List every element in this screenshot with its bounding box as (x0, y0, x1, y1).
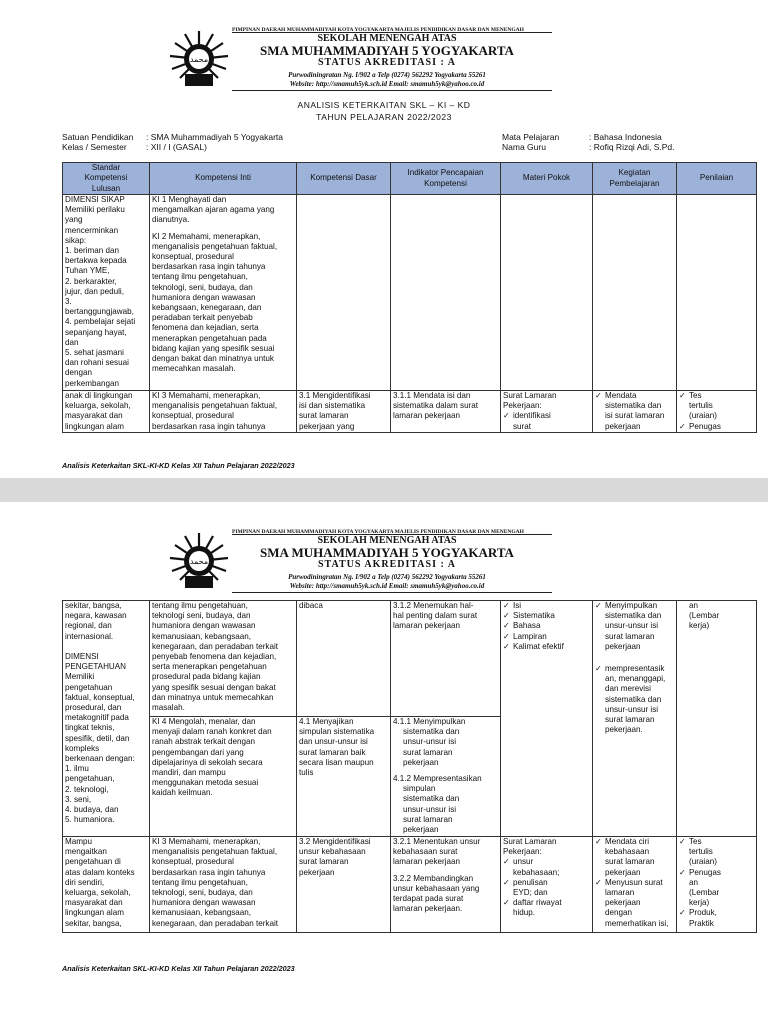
text-line: 3.1.2 Menemukan hal- (393, 601, 474, 610)
text-line: menggunakan metoda sesuai (152, 778, 259, 788)
ki-cell (150, 391, 297, 433)
text-line: Praktik (689, 918, 714, 928)
text-line: sikap: (65, 235, 87, 245)
kd-cell (297, 391, 391, 433)
header-indikator (391, 163, 501, 195)
materi-cell (501, 601, 593, 837)
letterhead-contact: Website: http://smamuh5yk.sch.id Email: smamuh5yk@yahoo.co.id (289, 582, 485, 590)
text-line: pengembangan dari yang (152, 747, 244, 757)
text-line: menganalisis pengetahuan faktual, (152, 401, 278, 411)
letterhead (0, 0, 768, 95)
text-line: kerja) (689, 621, 710, 631)
text-line: teknologi, seni, budaya, dan (152, 282, 253, 292)
text-line: menganalisis pengetahuan faktual, (152, 847, 278, 857)
text-line: pekerjaan. (605, 725, 643, 735)
text-line: 3.1.1 Mendata isi dan (393, 391, 471, 400)
text-line: lingkungan alam (65, 908, 124, 918)
penilaian-cell (677, 195, 757, 391)
text-line: lamaran pekerjaan (393, 621, 461, 631)
ki-cell (150, 837, 297, 933)
letterhead-rule (232, 32, 552, 33)
mapel-label: Mata Pelajaran (502, 132, 560, 142)
page-footer: Analisis Keterkaitan SKL-KI-KD Kelas XII Tahun Pelajaran 2022/2023 (62, 461, 295, 470)
text-line: dan (65, 337, 79, 347)
text-line: dianutnya. (152, 215, 190, 225)
text-line: unsur-unsur isi (605, 704, 659, 714)
text-line: konseptual, prosedural (152, 411, 234, 421)
text-line: KI 3 Memahami, menerapkan, (152, 391, 261, 400)
letterhead-rule (232, 592, 552, 593)
text-line: lamaran pekerjaan. (393, 904, 463, 914)
letterhead-rule (232, 90, 552, 91)
text-line: kebahasaan (605, 847, 650, 857)
indikator-cell (391, 601, 501, 717)
text-line: 2. berkarakter, (65, 276, 117, 286)
text-line: menerapkan pengetahuan pada (152, 333, 267, 343)
text-line: dan unsur-unsur isi (299, 737, 368, 747)
page-gap (0, 478, 768, 502)
text-line: an (689, 877, 699, 887)
indikator-cell (391, 837, 501, 933)
materi-cell (501, 195, 593, 391)
table-row (63, 391, 757, 433)
table-row (63, 195, 757, 391)
analysis-table-page-2 (62, 600, 757, 933)
text-line: pengetahuan, (65, 774, 115, 784)
kegiatan-cell (593, 391, 677, 433)
text-line: surat lamaran (299, 411, 349, 421)
text-line: simpulan sistematika (299, 727, 375, 737)
analysis-table-page-1 (62, 162, 757, 433)
text-line: 3. seni, (65, 794, 92, 804)
kd-cell (297, 837, 391, 933)
text-line: an, menanggapi, (605, 674, 666, 684)
ki-cell (150, 195, 297, 391)
muhammadiyah-logo-icon (168, 30, 230, 88)
text-line: kerja) (689, 898, 710, 908)
indikator-cell (391, 391, 501, 433)
letterhead-school-level: SEKOLAH MENENGAH ATAS (317, 535, 457, 546)
text-line: berdasarkan rasa ingin tahunya (152, 262, 266, 272)
text-line: Lulusan (91, 183, 121, 193)
text-line: Pembelajaran (609, 178, 660, 188)
text-line: konseptual, prosedural (152, 252, 234, 262)
text-line: fenomena dan kejadian, serta (152, 323, 259, 333)
text-line: 3.2.2 Membandingkan (393, 873, 474, 883)
guru-label: Nama Guru (502, 142, 546, 152)
text-line: 3.2.1 Menentukan unsur (393, 837, 481, 846)
kelas-value: : XII / I (GASAL) (146, 142, 207, 152)
text-line: ✓ mempresentasik (605, 664, 665, 674)
checkmark-item: ✓ Menyimpulkan (595, 601, 674, 611)
text-line: humaniora dengan wawasan (152, 292, 256, 302)
text-line: menganalisis pengetahuan faktual, (152, 241, 278, 251)
checkmark-item: ✓ Penugas (679, 868, 754, 878)
text-line: lingkungan alam (65, 421, 124, 431)
text-line: 4.1 Menyajikan (299, 717, 354, 726)
text-line: sekitar, bangsa, (65, 918, 122, 928)
text-line: KI 2 Memahami, menerapkan, (152, 231, 261, 241)
indikator-cell (391, 717, 501, 837)
skl-cell (63, 837, 150, 933)
text-line: unsur-unsur isi (403, 737, 457, 747)
checkmark-item: ✓ identifikasi (503, 411, 590, 421)
text-line: sistematika dalam surat (393, 401, 479, 411)
text-line: memerhatikan isi, (605, 918, 669, 928)
text-line: Kompetensi (424, 178, 467, 188)
checkmark-item: ✓ Bahasa (503, 621, 590, 631)
text-line: tertulis (689, 847, 713, 857)
text-line: mengamalkan ajaran agama yang (152, 205, 275, 215)
text-line: pekerjaan (605, 867, 641, 877)
text-line: Mampu (65, 837, 92, 846)
ki-cell (150, 717, 297, 837)
text-line: sistematika dan (605, 401, 662, 411)
text-line: unsur-unsur isi (403, 804, 457, 814)
text-line: dan rohani sesuai (65, 358, 129, 368)
satuan-value: : SMA Muhammadiyah 5 Yogyakarta (146, 132, 284, 142)
text-line: 5. sehat jasmani (65, 348, 124, 358)
text-line: sistematika dan (605, 611, 662, 621)
text-line: berdasarkan rasa ingin tahunya (152, 867, 266, 877)
text-line: 4.1.1 Menyimpulkan (393, 717, 466, 726)
text-line: pengetahuan (65, 682, 113, 692)
text-line: Memiliki (65, 672, 95, 682)
text-line: jujur, dan peduli, (65, 286, 124, 296)
text-line: surat lamaran (605, 857, 655, 867)
text-line: dengan (605, 908, 633, 918)
page-footer: Analisis Keterkaitan SKL-KI-KD Kelas XII Tahun Pelajaran 2022/2023 (62, 964, 295, 973)
text-line: tentang ilmu pengetahuan, (152, 877, 248, 887)
text-line: teknologi, seni, budaya, dan (152, 888, 253, 898)
penilaian-cell (677, 601, 757, 837)
text-line: dipelajarinya di sekolah secara (152, 757, 263, 767)
text-line: kemanusiaan, kebangsaan, (152, 631, 251, 641)
text-line: perkembangan (65, 378, 119, 388)
text-line: surat lamaran baik (299, 747, 366, 757)
text-line: yang (65, 215, 83, 225)
text-line: yang spesifik sesuai dengan bakat (152, 682, 276, 692)
text-line: tertulis (689, 401, 713, 411)
checkmark-item: ✓ Kalimat efektif (503, 642, 590, 652)
text-line: sekitar, bangsa, (65, 601, 122, 610)
checkmark-item: ✓ Mendata (595, 391, 674, 401)
text-line: dan minatnya untuk memecahkan (152, 692, 274, 702)
muhammadiyah-logo-icon (168, 532, 230, 590)
letterhead-organization: PIMPINAN DAERAH MUHAMMADIYAH KOTA YOGYAKARTA MAJELIS PENDIDIKAN DASAR DAN MENENGAH (232, 529, 524, 535)
checkmark-item: ✓ Menyusun surat (595, 878, 674, 888)
text-line: dibaca (299, 601, 323, 610)
kegiatan-cell (593, 601, 677, 837)
text-line: bidang kajian yang spesifik sesuai (152, 343, 275, 353)
list-item: surat (513, 421, 531, 431)
text-line: pekerjaan (605, 898, 641, 908)
penilaian-cell (677, 391, 757, 433)
text-line: unsur-unsur isi (605, 621, 659, 631)
kegiatan-cell (593, 195, 677, 391)
text-line: kebangsaan, kenegaraan, dan (152, 303, 262, 313)
text-line: tulis (299, 768, 314, 778)
text-line: unsur kebahasaan (299, 847, 366, 857)
header-kegiatan (593, 163, 677, 195)
skl-cell (63, 391, 150, 433)
kelas-label: Kelas / Semester (62, 142, 127, 152)
text-line: pekerjaan yang (299, 421, 355, 431)
text-line: kaidah keilmuan. (152, 788, 213, 798)
text-line: surat lamaran (605, 631, 655, 641)
text-line: faktual, konseptual, (65, 692, 135, 702)
text-line: memecahkan masalah. (152, 364, 236, 374)
text-line: pekerjaan (605, 641, 641, 651)
kd-cell (297, 717, 391, 837)
text-line: spesifik, detil, dan (65, 733, 130, 743)
table-row (63, 601, 757, 717)
text-line: Pekerjaan: (503, 847, 542, 857)
checkmark-item: ✓ daftar riwayat (503, 898, 590, 908)
text-line: Kegiatan (618, 168, 651, 178)
mapel-value: : Bahasa Indonesia (589, 132, 662, 142)
text-line: sistematika dan (403, 727, 460, 737)
ki-cell (150, 601, 297, 717)
text-line: kenegaraan, dan peradaban terkait (152, 918, 278, 928)
text-line: masyarakat dan (65, 411, 123, 421)
table-header-row (63, 163, 757, 195)
checkmark-item: ✓ Mendata ciri (595, 837, 674, 847)
text-line: (Lembar (689, 611, 720, 621)
document-year: TAHUN PELAJARAN 2022/2023 (316, 112, 452, 122)
document-title: ANALISIS KETERKAITAN SKL – KI – KD (297, 100, 471, 110)
text-line: tentang ilmu pengetahuan, (152, 272, 248, 282)
text-line: kemanusiaan, kebangsaan, (152, 908, 251, 918)
text-line: surat lamaran (299, 857, 349, 867)
letterhead-address: Purwodiningratan Ng. I/902 a Telp (0274) 562292 Yogyakarta 55261 (288, 573, 486, 581)
checkmark-item: ✓ Isi (503, 601, 590, 611)
text-line: sepanjang hayat, (65, 327, 127, 337)
text-line: pekerjaan (403, 825, 439, 835)
text-line: lamaran pekerjaan (393, 411, 461, 421)
text-line: Tuhan YME, (65, 266, 110, 276)
text-line: mandiri, dan mampu (152, 768, 226, 778)
text-line: KI 3 Memahami, menerapkan, (152, 837, 261, 846)
text-line (65, 642, 147, 652)
letterhead-school-level: SEKOLAH MENENGAH ATAS (317, 33, 457, 44)
text-line: kompleks (65, 743, 100, 753)
checkmark-item: ✓ Sistematika (503, 611, 590, 621)
text-line: 3.2 Mengidentifikasi (299, 837, 371, 846)
text-line: peradaban terkait penyebab (152, 313, 253, 323)
text-line: Surat Lamaran (503, 391, 557, 400)
kd-cell (297, 601, 391, 717)
text-line: mencerminkan (65, 225, 119, 235)
text-line: 4. budaya, dan (65, 805, 119, 815)
text-line: negara, kawasan (65, 611, 127, 621)
text-line: 2. teknologi, (65, 784, 109, 794)
text-line: teknologi seni, budaya, dan (152, 611, 251, 621)
checkmark-item: ✓ Tes (679, 391, 754, 401)
list-item: EYD; dan (513, 888, 548, 898)
text-line: Pekerjaan: (503, 401, 542, 411)
letterhead-organization: PIMPINAN DAERAH MUHAMMADIYAH KOTA YOGYAKARTA MAJELIS PENDIDIKAN DASAR DAN MENENGAH (232, 27, 524, 33)
header-penilaian: Penilaian (677, 163, 757, 195)
text-line: Kompetensi (84, 173, 128, 183)
text-line: atas dalam konteks (65, 867, 135, 877)
checkmark-item: ✓ Penugas (679, 422, 754, 432)
text-line: berdasarkan rasa ingin tahunya (152, 421, 266, 431)
text-line: masalah. (152, 703, 185, 713)
text-line: pekerjaan (605, 421, 641, 431)
text-line: 1. beriman dan (65, 246, 119, 256)
skl-cell (63, 601, 150, 837)
text-line: menyaji dalam ranah konkret dan (152, 727, 272, 737)
letterhead-contact: Website: http://smamuh5yk.sch.id Email: smamuh5yk@yahoo.co.id (289, 80, 485, 88)
text-line: masyarakat dan (65, 898, 123, 908)
text-line: hal penting dalam surat (393, 611, 478, 621)
text-line: prosedural pada bidang kajian (152, 672, 261, 682)
checkmark-item: ✓ Lampiran (503, 632, 590, 642)
text-line: lamaran (605, 888, 635, 898)
table-row (63, 837, 757, 933)
text-line: keluarga, sekolah, (65, 888, 131, 898)
checkmark-item: ✓ penulisan (503, 878, 590, 888)
text-line: Indikator Pencapaian (407, 168, 484, 178)
penilaian-cell (677, 837, 757, 933)
text-line: 4.1.2 Mempresentasikan (393, 774, 482, 784)
text-line: simpulan (403, 784, 436, 794)
text-line: lamaran pekerjaan (393, 857, 461, 867)
kegiatan-cell (593, 837, 677, 933)
letterhead-accreditation: STATUS AKREDITASI : A (318, 559, 456, 570)
text-line: isi surat lamaran (605, 411, 665, 421)
text-line: sistematika dan (403, 794, 460, 804)
text-line: KI 1 Menghayati dan (152, 195, 227, 204)
text-line: prosedural, dan (65, 703, 122, 713)
text-line: an (689, 601, 699, 610)
letterhead-rule (232, 534, 552, 535)
skl-cell (63, 195, 150, 391)
text-line: DIMENSI (65, 652, 99, 662)
letterhead-accreditation: STATUS AKREDITASI : A (318, 57, 456, 68)
checkmark-item (595, 664, 674, 735)
guru-value: : Rofiq Rizqi Adi, S.Pd. (589, 142, 675, 152)
letterhead (0, 502, 768, 597)
materi-cell (501, 837, 593, 933)
svg-text:محمد: محمد (189, 55, 209, 64)
satuan-label: Satuan Pendidikan (62, 132, 134, 142)
text-line: surat lamaran (403, 814, 453, 824)
text-line: diri sendiri, (65, 877, 105, 887)
text-line: metakognitif pada (65, 713, 129, 723)
text-line: pengetahuan di (65, 857, 121, 867)
text-line: terdapat pada surat (393, 894, 464, 904)
text-line: internasional. (65, 631, 114, 641)
text-line: konseptual, prosedural (152, 857, 234, 867)
text-line: 5. humaniora. (65, 815, 115, 825)
text-line: dengan bakat dan minatnya untuk (152, 354, 274, 364)
checkmark-item: ✓ unsur (503, 857, 590, 867)
text-line: kenegaraan, dan peradaban terkait (152, 641, 278, 651)
text-line: serta menerapkan pengetahuan (152, 662, 267, 672)
text-line: pekerjaan (299, 867, 335, 877)
text-line: pekerjaan (403, 757, 439, 767)
text-line: humaniora dengan wawasan (152, 898, 256, 908)
text-line: secara lisan maupun (299, 757, 374, 767)
text-line: tentang ilmu pengetahuan, (152, 601, 248, 610)
document-page-2 (0, 502, 768, 1024)
text-line: 3.1 Mengidentifikasi (299, 391, 371, 400)
text-line: tingkat teknis, (65, 723, 115, 733)
text-line: bertakwa kepada (65, 256, 127, 266)
kd-cell (297, 195, 391, 391)
header-materi: Materi Pokok (501, 163, 593, 195)
text-line: ranah abstrak terkait dengan (152, 737, 256, 747)
text-line: surat lamaran (403, 747, 453, 757)
text-line: surat lamaran (605, 715, 655, 725)
text-line: Surat Lamaran (503, 837, 557, 846)
document-page-1 (0, 0, 768, 478)
text-line: isi dan sistematika (299, 401, 366, 411)
checkmark-item: ✓ Tes (679, 837, 754, 847)
checkmark-item: ✓ Produk, (679, 908, 754, 918)
text-line: Memiliki perilaku (65, 205, 125, 215)
text-line: 3. (65, 297, 72, 307)
text-line: KI 4 Mengolah, menalar, dan (152, 717, 256, 726)
text-line: kebahasaan surat (393, 847, 458, 857)
text-line: humaniora dengan wawasan (152, 621, 256, 631)
text-line: dan merevisi (605, 684, 651, 694)
text-line: (uraian) (689, 857, 717, 867)
letterhead-address: Purwodiningratan Ng. I/902 a Telp (0274) 562292 Yogyakarta 55261 (288, 71, 486, 79)
text-line: keluarga, sekolah, (65, 401, 131, 411)
svg-text:محمد: محمد (189, 557, 209, 566)
list-item: kebahasaan; (513, 867, 560, 877)
text-line: PENGETAHUAN (65, 662, 127, 672)
letterhead-school-name: SMA MUHAMMADIYAH 5 YOGYAKARTA (260, 545, 514, 560)
indikator-cell (391, 195, 501, 391)
text-line: DIMENSI SIKAP (65, 195, 125, 204)
text-line: bertanggungjawab, (65, 307, 134, 317)
text-line: sistematika dan (605, 694, 662, 704)
text-line: Standar (91, 163, 121, 173)
text-line: penyebab fenomena dan kejadian, (152, 652, 277, 662)
header-ki: Kompetensi Inti (150, 163, 297, 195)
text-line: 1. ilmu (65, 764, 89, 774)
text-line: unsur kebahasaan yang (393, 883, 480, 893)
text-line: anak di lingkungan (65, 391, 133, 400)
letterhead-school-name: SMA MUHAMMADIYAH 5 YOGYAKARTA (260, 43, 514, 58)
text-line: (uraian) (689, 411, 717, 421)
text-line: (Lembar (689, 888, 720, 898)
list-item: hidup. (513, 908, 536, 918)
materi-cell (501, 391, 593, 433)
text-line: mengaitkan (65, 847, 107, 857)
header-kd: Kompetensi Dasar (297, 163, 391, 195)
text-line: berkenaan dengan: (65, 754, 135, 764)
text-line: dengan (65, 368, 93, 378)
header-skl (63, 163, 150, 195)
text-line: 4. pembelajar sejati (65, 317, 136, 327)
text-line: regional, dan (65, 621, 112, 631)
